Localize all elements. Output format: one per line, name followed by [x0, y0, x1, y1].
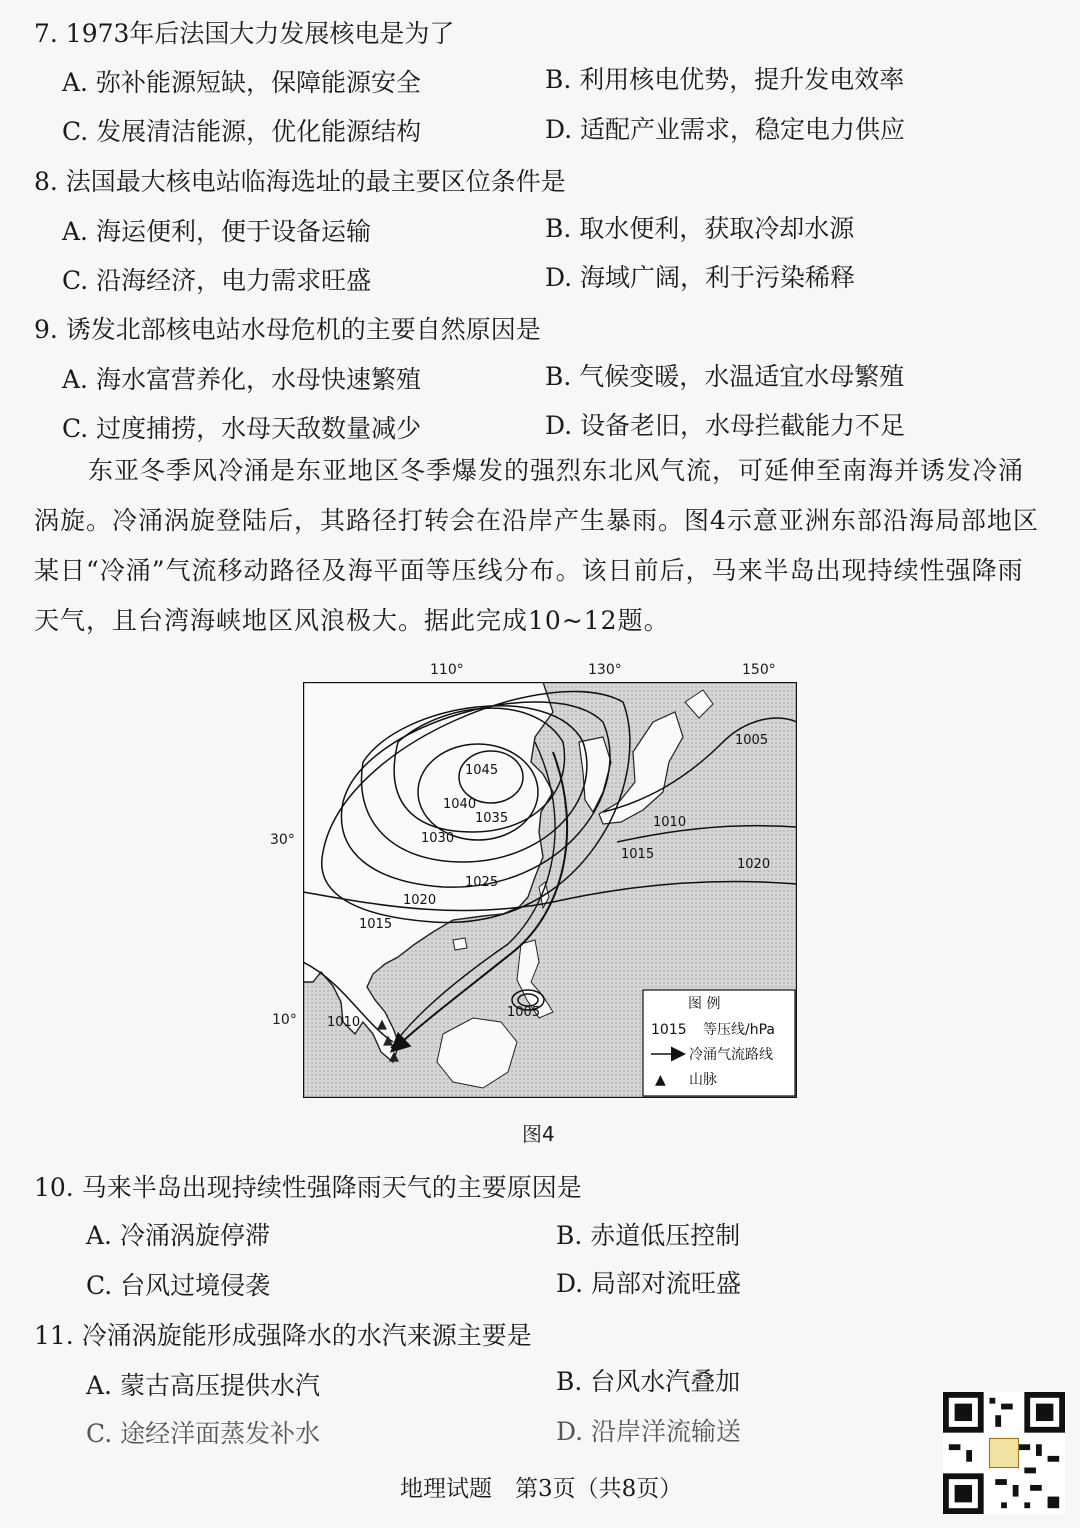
question-10-option-d: D. 局部对流旺盛	[556, 1269, 742, 1298]
isobar-label: 1035	[475, 811, 509, 826]
question-11-option-d: D. 沿岸洋流输送	[556, 1417, 742, 1446]
question-10-stem: 10. 马来半岛出现持续性强降雨天气的主要原因是	[34, 1173, 582, 1202]
map-legend	[643, 990, 795, 1096]
isobar-label: 1030	[421, 831, 455, 846]
question-8-option-a: A. 海运便利，便于设备运输	[62, 217, 371, 246]
question-7-option-c: C. 发展清洁能源，优化能源结构	[62, 117, 422, 146]
isobar-label: 1005	[507, 1005, 541, 1020]
latitude-label-30: 30°	[270, 832, 295, 848]
isobar-label: 1010	[653, 815, 687, 830]
page-footer: 地理试题 第3页（共8页）	[400, 1476, 683, 1502]
isobar-label: 1020	[403, 893, 437, 908]
question-11-option-b: B. 台风水汽叠加	[556, 1367, 741, 1396]
question-10-option-b: B. 赤道低压控制	[556, 1221, 741, 1250]
question-7-option-b: B. 利用核电优势，提升发电效率	[545, 65, 905, 94]
passage-text: 东亚冬季风冷涌是东亚地区冬季爆发的强烈东北风气流，可延伸至南海并诱发冷涌涡旋。冷涌涡旋登陆后，其路径打转会在沿岸产生暴雨。图4示意亚洲东部沿海局部地区某日“冷涌”气流移动路径及海平面等压线分布。该日前后，马来半岛出现持续性强降雨天气，且台湾海峡地区风浪极大。据此完成10~12题。	[34, 456, 1039, 635]
isobar-label: 1045	[465, 763, 499, 778]
legend-mountain-icon: ▲	[655, 1072, 666, 1088]
legend-mountain-label: 山脉	[689, 1072, 717, 1088]
isobar-label: 1040	[443, 797, 477, 812]
longitude-label-110: 110°	[430, 662, 464, 678]
question-8-stem: 8. 法国最大核电站临海选址的最主要区位条件是	[34, 167, 566, 196]
figure-caption: 图4	[522, 1122, 555, 1146]
mountain-icon: ▲	[383, 1033, 393, 1048]
isobar-label: 1005	[735, 733, 769, 748]
legend-isobar-label: 等压线/hPa	[703, 1022, 775, 1038]
question-9-option-a: A. 海水富营养化，水母快速繁殖	[62, 365, 421, 394]
question-11-option-a: A. 蒙古高压提供水汽	[86, 1371, 320, 1400]
question-11-option-c: C. 途经洋面蒸发补水	[86, 1419, 321, 1448]
question-10-option-a: A. 冷涌涡旋停滞	[86, 1221, 270, 1250]
question-8-option-d: D. 海域广阔，利于污染稀释	[545, 263, 856, 292]
mountain-icon: ▲	[389, 1049, 399, 1064]
question-10-option-c: C. 台风过境侵袭	[86, 1271, 271, 1300]
question-9-option-d: D. 设备老旧，水母拦截能力不足	[545, 411, 906, 440]
question-9-option-c: C. 过度捕捞，水母天敌数量减少	[62, 414, 422, 443]
isobar-label: 1025	[465, 875, 499, 890]
longitude-label-130: 130°	[588, 662, 622, 678]
legend-route-label: 冷涌气流路线	[689, 1047, 773, 1063]
question-11-stem: 11. 冷涌涡旋能形成强降水的水汽来源主要是	[34, 1321, 532, 1350]
isobar-label: 1010	[327, 1015, 361, 1030]
question-7-stem: 7. 1973年后法国大力发展核电是为了	[34, 19, 455, 48]
question-7-option-a: A. 弥补能源短缺，保障能源安全	[62, 68, 421, 97]
mountain-icon: ▲	[377, 1017, 387, 1032]
question-7-option-d: D. 适配产业需求，稳定电力供应	[545, 115, 906, 144]
isobar-label: 1015	[621, 847, 655, 862]
qr-code-icon	[943, 1392, 1065, 1514]
isobar-label: 1020	[737, 857, 771, 872]
question-9-stem: 9. 诱发北部核电站水母危机的主要自然原因是	[34, 315, 541, 344]
latitude-label-10: 10°	[272, 1012, 297, 1028]
hainan-island	[453, 938, 467, 950]
legend-isobar-sample: 1015	[651, 1022, 687, 1038]
isobar-map-figure	[303, 682, 797, 1098]
question-9-option-b: B. 气候变暖，水温适宜水母繁殖	[545, 362, 905, 391]
legend-title: 图 例	[688, 996, 721, 1012]
longitude-label-150: 150°	[742, 662, 776, 678]
isobar-label: 1015	[359, 917, 393, 932]
question-8-option-b: B. 取水便利，获取冷却水源	[545, 214, 855, 243]
question-8-option-c: C. 沿海经济，电力需求旺盛	[62, 266, 372, 295]
